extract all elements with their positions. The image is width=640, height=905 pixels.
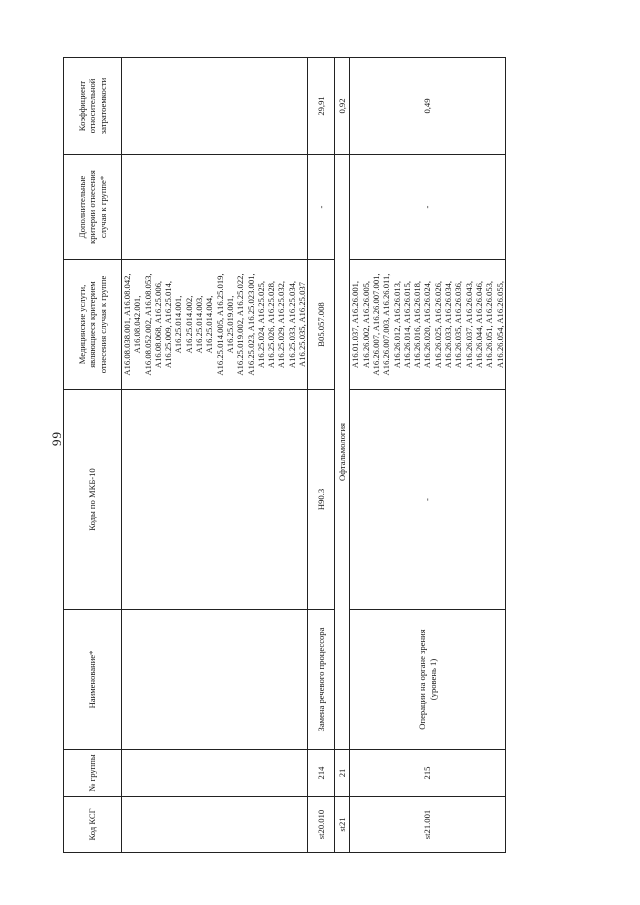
service-line: A16.25.035, A16.25.037 <box>297 282 308 367</box>
service-line: A16.26.051, A16.26.053, <box>484 280 495 369</box>
cell-coef: 29,91 <box>308 58 335 155</box>
service-line: A16.25.014.003, <box>194 295 205 354</box>
service-line: A16.26.020, A16.26.024, <box>422 280 433 369</box>
service-line: A16.08.068, A16.25.006, <box>152 280 163 369</box>
service-line: A16.25.029, A16.25.032, <box>276 280 287 369</box>
cell-empty <box>122 155 308 260</box>
table-header-row <box>64 58 122 853</box>
cell-number: 215 <box>350 750 505 797</box>
service-line: A16.26.014, A16.26.015, <box>401 280 412 369</box>
service-line: A16.26.054, A16.26.055, <box>494 280 505 369</box>
rotated-page-content <box>63 58 505 853</box>
header-services: Медицинские услуги, являющиеся критерием отнесения случая к группе <box>64 260 122 390</box>
header-name: Наименование* <box>64 610 122 750</box>
table-row-continuation <box>122 58 308 853</box>
service-line: A16.08.042.001, <box>132 295 143 354</box>
service-line: A16.08.038.001, A16.08.042, <box>122 273 132 376</box>
service-line: A16.25.014.005, A16.25.019, <box>214 273 225 376</box>
service-line: A16.26.044, A16.26.046, <box>473 280 484 369</box>
cell-code: st21.001 <box>350 797 505 853</box>
table-row-214 <box>308 58 335 853</box>
section-number: 21 <box>335 750 350 797</box>
service-line: A16.26.007, A16.26.007.001, <box>370 273 381 376</box>
cell-additional: - <box>350 155 505 260</box>
service-line: A16.08.052.002, A16.08.053, <box>142 273 153 376</box>
cell-empty <box>122 797 308 853</box>
header-additional: Дополнительные критерии отнесения случая к группе* <box>64 155 122 260</box>
services-cell-continuation <box>122 260 308 390</box>
ksg-table <box>63 57 506 853</box>
service-line: A16.25.014.004, <box>204 295 215 354</box>
table-row-215 <box>350 58 505 853</box>
cell-empty <box>122 390 308 610</box>
header-coef: Коэффициент относительной затратоемкости <box>64 58 122 155</box>
service-line: A16.26.002, A16.26.005, <box>360 280 371 369</box>
cell-service: B05.057.008 <box>308 260 335 390</box>
cell-icd: - <box>350 390 505 610</box>
service-line: A16.25.019.001, <box>224 295 235 354</box>
service-line: A16.26.037, A16.26.043, <box>463 280 474 369</box>
cell-coef: 0,49 <box>350 58 505 155</box>
service-line: A16.25.014.001, <box>173 295 184 354</box>
section-label: Офтальмология <box>335 155 350 750</box>
header-icd: Коды по МКБ-10 <box>64 390 122 610</box>
cell-additional: - <box>308 155 335 260</box>
service-line: A16.25.024, A16.25.025, <box>255 280 266 369</box>
service-line: A16.25.023, A16.25.023.001, <box>245 273 256 376</box>
service-line: A16.25.014.002, <box>183 295 194 354</box>
service-line: A16.25.026, A16.25.028, <box>266 280 277 369</box>
service-line: A16.26.025, A16.26.026, <box>432 280 443 369</box>
service-line: A16.25.033, A16.25.034, <box>286 280 297 369</box>
header-number: № группы <box>64 750 122 797</box>
service-line: A16.25.019.002, A16.25.022, <box>235 273 246 376</box>
cell-icd: H90.3 <box>308 390 335 610</box>
service-line: A16.01.037, A16.26.001, <box>350 280 361 369</box>
section-code: st21 <box>335 797 350 853</box>
cell-code: st20.010 <box>308 797 335 853</box>
service-line: A16.26.016, A16.26.018, <box>412 280 423 369</box>
cell-name: Замена речевого процессора <box>308 610 335 750</box>
page-number: 99 <box>49 431 64 446</box>
cell-name: Операции на органе зрения (уровень 1) <box>350 610 505 750</box>
cell-number: 214 <box>308 750 335 797</box>
service-line: A16.26.035, A16.26.036, <box>453 280 464 369</box>
section-coef: 0,92 <box>335 58 350 155</box>
service-line: A16.25.009, A16.25.014, <box>163 280 174 369</box>
cell-empty <box>122 58 308 155</box>
cell-empty <box>122 750 308 797</box>
table-section-row-21 <box>335 58 350 853</box>
header-code: Код КСГ <box>64 797 122 853</box>
service-line: A16.26.033, A16.26.034, <box>443 280 454 369</box>
service-line: A16.26.007.003, A16.26.011, <box>381 273 392 376</box>
services-cell-215 <box>350 260 505 390</box>
cell-empty <box>122 610 308 750</box>
service-line: A16.26.012, A16.26.013, <box>391 280 402 369</box>
